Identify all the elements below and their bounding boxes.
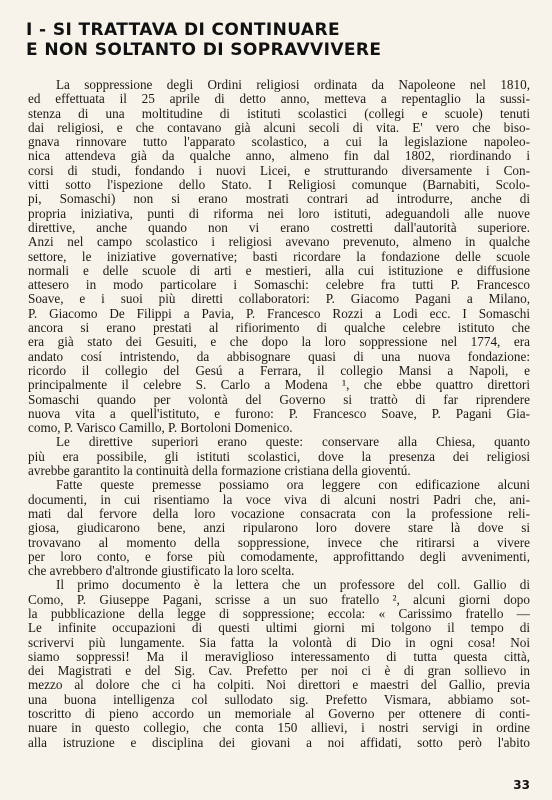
text-line: mati dal fervore della loro vocazione consacrata con la professione reli- [28, 506, 530, 521]
text-line: la pubblicazione della legge di soppressione; eccola: « Carissimo fratello — [28, 606, 530, 621]
text-line: nuova vita a quell'istituto, e furono: P. Francesco Soave, P. Pagani Gia- [28, 406, 530, 421]
text-line: dai religiosi, e che contavano già alcuni secoli di vita. E' vero che biso- [28, 120, 530, 135]
text-line: Soave, e i suoi più diretti collaboratori: P. Giacomo Pagani a Milano, [28, 292, 530, 307]
text-line: una buona intelligenza col sullodato sig. Prefetto Vismara, abbiamo sot- [28, 692, 530, 707]
text-line: Le direttive superiori erano queste: conservare alla Chiesa, quanto [56, 435, 530, 450]
text-line: Anzi nel campo scolastico i religiosi avevano prevenuto, almeno in qualche [28, 235, 530, 250]
text-line: per loro conto, e forse più comodamente, approfittando degli avvenimenti, [28, 549, 530, 564]
text-line: Le infinite occupazioni di questi ultimi giorni mi tolgono il tempo di [28, 621, 530, 636]
text-line: scrivervi più lungamente. Sia fatta la volontà di Dio in ogni cosa! Noi [28, 635, 530, 650]
text-line: giosa, giudicarono bene, anzi ripularono loro dovere stare là dove si [28, 521, 530, 536]
text-line: trovavano al momento della soppressione, invece che ritirarsi a vivere [28, 535, 530, 550]
text-line: ancora si erano prestati al rifiorimento di qualche celebre istituto che [28, 321, 530, 336]
text-line: propria iniziativa, punti di riforma nei loro istituti, adeguandoli alle nuove [28, 206, 530, 221]
text-line: più era possibile, gli istituti scolastici, dove la presenza dei religiosi [28, 449, 530, 464]
text-line: che avrebbero d'altronde giustificato la loro scelta. [28, 564, 295, 579]
text-line: nica attendeva già da qualche anno, almeno fin dal 1802, riordinando i [28, 149, 530, 164]
text-line: dei Magistrati e del Sig. Cav. Prefetto per noi ci è di gran sollievo in [28, 664, 530, 679]
text-line: nuare in questo collegio, che conta 150 allievi, i nostri servigi in ordine [28, 721, 530, 736]
text-line: toscritto di pieno accordo un memoriale al Governo per ottenere di conti- [28, 707, 530, 722]
chapter-heading-line-2: E NON SOLTANTO DI SOPRAVVIVERE [26, 40, 382, 60]
text-line: ricordo il collegio del Gesú a Ferrara, il collegio Mansi a Napoli, e [28, 363, 530, 378]
text-line: como, P. Varisco Camillo, P. Bortoloni Domenico. [28, 421, 293, 436]
text-line: documenti, in cui risentiamo la voce viva di alcuni nostri Padri che, ani- [28, 492, 530, 507]
text-line: stenza di una moltitudine di istituti scolastici (collegi e scuole) tenuti [28, 106, 530, 121]
text-line: corsi di studi, fondando i nuovi Licei, e strutturando diversamente i Con- [28, 163, 530, 178]
text-line: pi, Somaschi) non si erano mostrati contrari ad introdurre, anche di [28, 192, 530, 207]
body-text [28, 78, 530, 750]
text-line: ed effettuata il 25 aprile di detto anno, metteva a repentaglio la sussi- [28, 92, 530, 107]
text-line: mezzo al dolore che ci ha colpiti. Noi direttori e maestri del Gallio, previa [28, 678, 530, 693]
text-line: direttive, anche quando non vi erano costretti dall'autorità superiore. [28, 220, 530, 235]
text-line: vitti sotto l'ispezione dello Stato. I Religiosi comunque (Barnabiti, Scolo- [28, 178, 530, 193]
chapter-heading-line-1: I - SI TRATTAVA DI CONTINUARE [26, 20, 340, 40]
text-line: andato cosí intristendo, da abbisognare quasi di una nuova fondazione: [28, 349, 530, 364]
text-line: principalmente il celebre S. Carlo a Modena ¹, che ebbe quattro direttori [28, 378, 530, 393]
text-line: normali e delle scuole di arti e mestieri, alla cui istituzione e diffusione [28, 263, 530, 278]
text-line: Fatte queste premesse possiamo ora leggere con edificazione alcuni [56, 478, 530, 493]
text-line: era già stato dei Gesuiti, e che dopo la loro soppressione nel 1774, era [28, 335, 530, 350]
text-line: Il primo documento è la lettera che un professore del coll. Gallio di [56, 578, 530, 593]
text-line: alla istruzione e disciplina dei giovani a noi affidati, sotto però l'abito [28, 735, 530, 750]
text-line: siamo soppressi! Ma il meraviglioso interessamento di tutta questa città, [28, 649, 530, 664]
text-line: Somaschi quando per volontà del Governo si trattò di far riprendere [28, 392, 530, 407]
page-number: 33 [513, 778, 530, 792]
text-line: P. Giacomo De Filippi a Pavia, P. Francesco Rozzi a Lodi ecc. I Somaschi [28, 306, 530, 321]
text-line: attesero in modo particolare i Somaschi: celebre fra tutti P. Francesco [28, 278, 530, 293]
text-line: avrebbe garantito la continuità della formazione cristiana della gioventú. [28, 464, 411, 479]
text-line: La soppressione degli Ordini religiosi ordinata da Napoleone nel 1810, [56, 78, 530, 92]
text-line: settore, le iniziative governative; basti ricordare la fondazione delle scuole [28, 249, 530, 264]
text-line: Como, P. Giuseppe Pagani, scrisse a un suo fratello ², alcuni giorni dopo [28, 592, 530, 607]
chapter-heading [26, 20, 526, 60]
text-line: gnava rinnovare tutto l'apparato scolastico, a cui la legislazione napoleo- [28, 135, 530, 150]
